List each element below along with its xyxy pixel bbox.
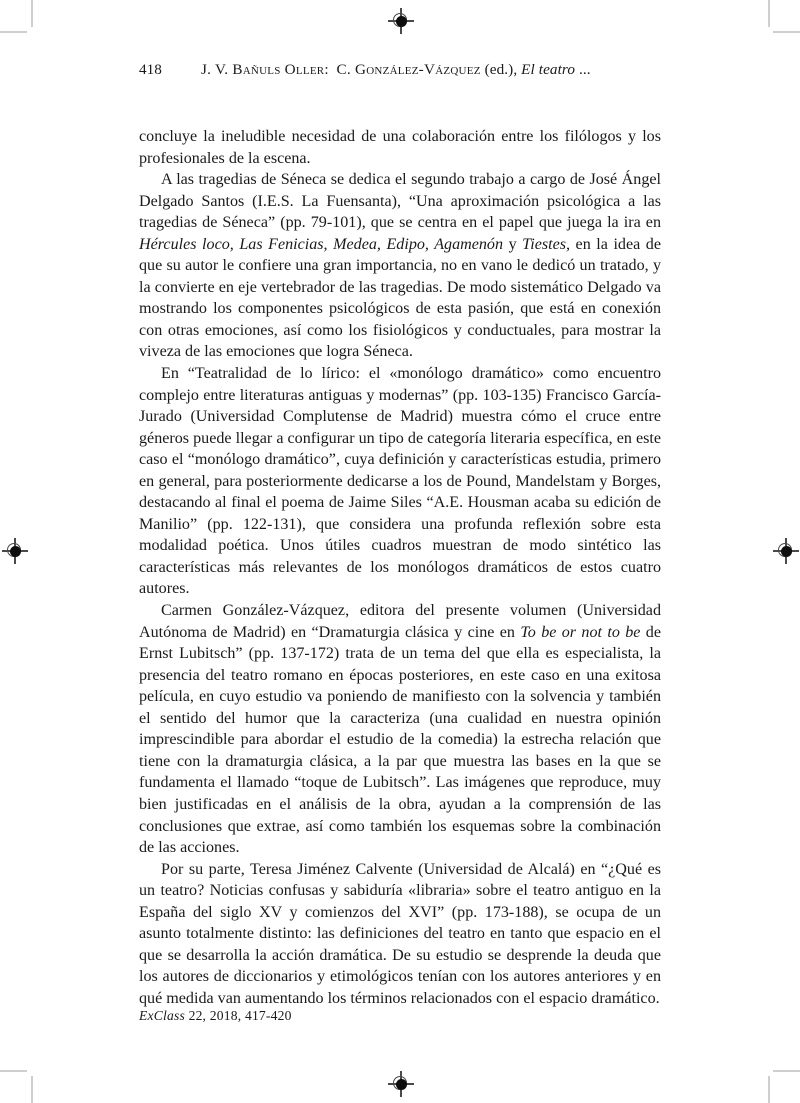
- crop-mark-bottom-right-horizontal: [773, 1070, 800, 1072]
- crop-mark-bottom-right-vertical: [768, 1076, 770, 1103]
- running-head-editor: C. González-Vázquez: [336, 61, 481, 78]
- running-head-work-title: El teatro: [521, 61, 576, 78]
- registration-mark-top: [388, 8, 414, 34]
- page-number: 418: [139, 61, 162, 78]
- body-paragraph: [139, 859, 661, 1010]
- journal-name: ExClass: [139, 1008, 185, 1023]
- italic-run: Hércules loco, Las Fenicias, Medea, Edipo, Agamenón: [139, 235, 504, 253]
- running-head-author: J. V. Bañuls Oller: [201, 61, 325, 78]
- registration-mark-left: [2, 538, 28, 564]
- crop-mark-top-right-horizontal: [773, 31, 800, 33]
- body-paragraph: [139, 600, 661, 859]
- crop-mark-top-right-vertical: [768, 0, 770, 27]
- text-run: concluye la ineludible necesidad de una colaboración entre los filólogos y los profesionales de la escena.: [139, 128, 661, 167]
- running-head-separator: :: [324, 61, 329, 78]
- running-head-ellipsis: ...: [578, 61, 591, 78]
- registration-dot: [396, 16, 407, 27]
- registration-dot: [781, 546, 792, 557]
- text-run: A las tragedias de Séneca se dedica el segundo trabajo a cargo de José Ángel Delgado Santos (I.E.S. La Fuensanta), “Una aproximación psicológica a las tragedias de Séneca” (pp. 79-101), que se centra en el papel que juega la ira en: [139, 171, 661, 232]
- text-run: y: [503, 235, 523, 253]
- running-head-text: [201, 60, 591, 80]
- crop-mark-bottom-left-horizontal: [0, 1070, 27, 1072]
- text-block: [139, 60, 661, 1009]
- body-paragraph: [139, 126, 661, 169]
- registration-mark-right: [773, 538, 799, 564]
- crop-mark-bottom-left-vertical: [31, 1076, 33, 1103]
- text-run: En “Teatralidad de lo lírico: el «monólogo dramático» como encuentro complejo entre literaturas antiguas y modernas” (pp. 103-135) Francisco García-Jurado (Universidad Complutense de Madrid) muestra cómo el cruce entre géneros puede llegar a configurar un tipo de categoría literaria específica, en este caso el “monólogo dramático”, cuya definición y características estudia, primero en general, para posteriormente dedicarse a los de Pound, Mandelstam y Borges, destacando al final el poema de Jaime Siles “A.E. Housman acaba su edición de Manilio” (pp. 122-131), que considera una profunda reflexión sobre esta modalidad poética. Unos útiles cuadros muestran de modo sintético las características más relevantes de los monólogos dramáticos de estos cuatro autores.: [139, 365, 661, 598]
- crop-mark-top-left-horizontal: [0, 31, 27, 33]
- journal-colophon: [139, 1008, 292, 1024]
- body-paragraph: [139, 363, 661, 600]
- text-run: de Ernst Lubitsch” (pp. 137-172) trata de un tema del que ella es especialista, la presencia del teatro romano en épocas posteriores, en este caso en una exitosa película, en cuyo estudio va poniendo de manifiesto con la solvencia y también el sentido del humor que la caracteriza (una cualidad en nuestra opinión imprescindible para abordar el estudio de la comedia) la estrecha relación que tiene con la dramaturgia clásica, a la par que muestra las bases en la que se fundamenta el llamado “toque de Lubitsch”. Las imágenes que reproduce, muy bien justificadas en el análisis de la obra, ayudan a la comprensión de las conclusiones que extrae, así como también los esquemas sobre la combinación de las acciones.: [139, 623, 661, 857]
- running-head-editor-role: (ed.),: [484, 61, 518, 78]
- running-head: [139, 60, 661, 80]
- text-run: Carmen González-Vázquez, editora del presente volumen (Universidad Autónoma de Madrid) en “Dramaturgia clásica y cine en: [139, 602, 661, 641]
- registration-mark-bottom: [388, 1071, 414, 1097]
- paragraph-list: [139, 126, 661, 1009]
- registration-dot: [10, 546, 21, 557]
- text-run: en la idea de que su autor le confiere una gran importancia, no en vano le dedicó un tratado, y la convierte en eje vertebrador de las tragedias. De modo sistemático Delgado va mostrando los componentes psicológicos de esta pasión, que está en conexión con otras emociones, así como los fisiológicos y conductuales, para mostrar la viveza de las emociones que logra Séneca.: [139, 235, 661, 361]
- body-paragraph: [139, 169, 661, 363]
- italic-run: To be or not to be: [520, 623, 641, 641]
- crop-mark-top-left-vertical: [31, 0, 33, 27]
- text-run: Por su parte, Teresa Jiménez Calvente (Universidad de Alcalá) en “¿Qué es un teatro? Noticias confusas y sabiduría «libraria» sobre el teatro antiguo en la España del siglo XV y comienzos del XVI” (pp. 173-188), se ocupa de un asunto totalmente distinto: las definiciones del teatro en tanto que espacio en el que se desarrolla la acción dramática. De su estudio se desprende la deuda que los autores de diccionarios y etimológicos tenían con los autores anteriores y en qué medida van aumentando los términos relacionados con el espacio dramático.: [139, 860, 661, 1007]
- italic-run: Tiestes,: [522, 235, 571, 253]
- registration-dot: [396, 1079, 407, 1090]
- journal-issue-pages: 22, 2018, 417-420: [184, 1008, 292, 1023]
